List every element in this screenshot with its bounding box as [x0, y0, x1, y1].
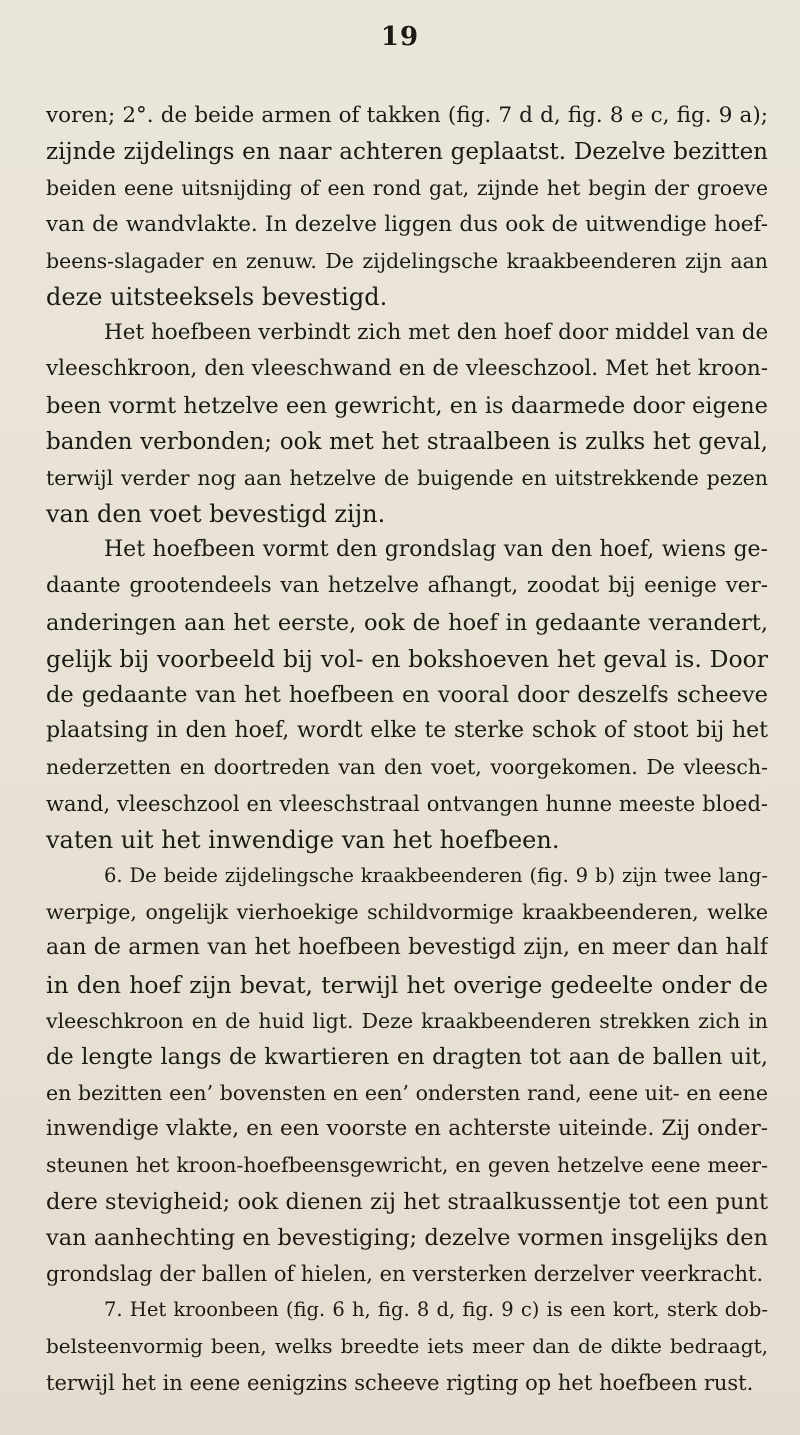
text-line: belsteenvormig been, welks breedte iets meer dan de dikte bedraagt, — [46, 1334, 768, 1359]
text-line: vaten uit het inwendige van het hoefbeen. — [46, 825, 560, 854]
text-line: in den hoef zijn bevat, terwijl het overige gedeelte onder de — [46, 970, 768, 999]
page-number: 19 — [380, 22, 420, 52]
text-line: vleeschkroon en de huid ligt. Deze kraakbeenderen strekken zich in — [46, 1008, 768, 1033]
text-line: vleeschkroon, den vleeschwand en de vleeschzool. Met het kroon- — [46, 356, 768, 382]
text-line: beiden eene uitsnijding of een rond gat, zijnde het begin der groeve — [46, 176, 768, 201]
text-line: inwendige vlakte, en een voorste en achterste uiteinde. Zij onder- — [46, 1116, 768, 1142]
text-line: anderingen aan het eerste, ook de hoef in gedaante verandert, — [46, 609, 768, 636]
text-line: terwijl het in eene eenigzins scheeve rigting op het hoefbeen rust. — [46, 1370, 754, 1395]
text-line: banden verbonden; ook met het straalbeen is zulks het geval, — [46, 428, 768, 455]
body-text — [46, 98, 768, 1401]
text-line: been vormt hetzelve een gewricht, en is daarmede door eigene — [46, 392, 768, 419]
text-line: daante grootendeels van hetzelve afhangt, zoodat bij eenige ver- — [46, 573, 768, 599]
text-line: werpige, ongelijk vierhoekige schildvormige kraakbeenderen, welke — [46, 900, 768, 925]
text-line: gelijk bij voorbeeld bij vol- en bokshoeven het geval is. Door — [46, 644, 768, 673]
text-line: plaatsing in den hoef, wordt elke te sterke schok of stoot bij het — [46, 718, 768, 744]
text-line: 6. De beide zijdelingsche kraakbeenderen (fig. 9 b) zijn twee lang- — [104, 863, 768, 887]
text-line: zijnde zijdelings en naar achteren geplaatst. Dezelve bezitten — [46, 139, 768, 166]
text-line: nederzetten en doortreden van den voet, voorgekomen. De vleesch- — [46, 755, 768, 780]
text-line: aan de armen van het hoefbeen bevestigd zijn, en meer dan half — [46, 935, 768, 961]
text-line: van den voet bevestigd zijn. — [46, 500, 386, 529]
text-line: dere stevigheid; ook dienen zij het straalkussentje tot een punt — [46, 1188, 768, 1215]
text-line: deze uitsteeksels bevestigd. — [46, 282, 388, 311]
text-line: Het hoefbeen verbindt zich met den hoef door middel van de — [104, 320, 768, 346]
text-line: de gedaante van het hoefbeen en vooral door deszelfs scheeve — [46, 682, 768, 708]
text-line: grondslag der ballen of hielen, en versterken derzelver veerkracht. — [46, 1262, 764, 1286]
text-line: Het hoefbeen vormt den grondslag van den hoef, wiens ge- — [104, 537, 768, 563]
text-line: terwijl verder nog aan hetzelve de buigende en uitstrekkende pezen — [46, 465, 768, 490]
text-line: van de wandvlakte. In dezelve liggen dus ook de uitwendige hoef- — [46, 211, 768, 237]
text-line: beens-slagader en zenuw. De zijdelingsche kraakbeenderen zijn aan — [46, 248, 768, 273]
text-line: en bezitten een’ bovensten en een’ ondersten rand, eene uit- en eene — [46, 1081, 768, 1106]
text-line: wand, vleeschzool en vleeschstraal ontvangen hunne meeste bloed- — [46, 791, 768, 816]
text-line: van aanhechting en bevestiging; dezelve vormen insgelijks den — [46, 1224, 768, 1251]
text-line: voren; 2°. de beide armen of takken (fig. 7 d d, fig. 8 e c, fig. 9 a); — [46, 103, 768, 128]
text-line: 7. Het kroonbeen (fig. 6 h, fig. 8 d, fig. 9 c) is een kort, sterk dob- — [104, 1298, 768, 1322]
text-line: steunen het kroon-hoefbeensgewricht, en geven hetzelve eene meer- — [46, 1153, 768, 1178]
text-line: de lengte langs de kwartieren en dragten tot aan de ballen uit, — [46, 1043, 768, 1070]
